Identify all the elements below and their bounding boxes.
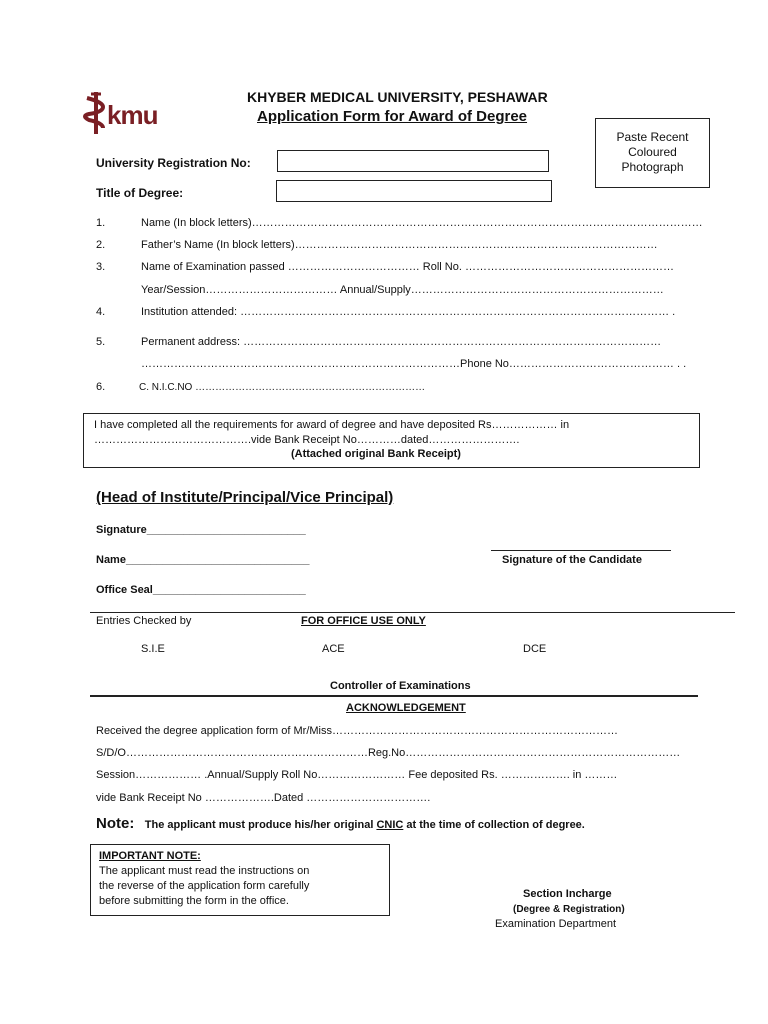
deposit-box <box>83 413 700 468</box>
candidate-signature-rule <box>491 550 671 551</box>
item-num-5: 5. <box>96 336 106 348</box>
deposit-line-3: (Attached original Bank Receipt) <box>291 448 461 460</box>
candidate-signature-label: Signature of the Candidate <box>502 554 642 566</box>
degree-label: Title of Degree: <box>96 186 184 200</box>
name-line: Name______________________________ <box>96 554 310 566</box>
item-text-session: Year/Session……………………………… Annual/Supply…………………………………………………………… <box>141 284 664 296</box>
item-text-exam: Name of Examination passed ……………………………… Roll No. ………………………………………………… <box>141 261 674 273</box>
kmu-logo <box>83 90 175 136</box>
section-incharge-subtitle: (Degree & Registration) <box>513 904 625 915</box>
photo-line-3: Photograph <box>621 160 684 174</box>
ack-line-4: vide Bank Receipt No ……………….Dated ……………………………. <box>96 792 431 804</box>
item-text-phone: ……………………………………………………………………………Phone No……………………………………… . . <box>141 358 687 370</box>
ack-line-3: Session……………… .Annual/Supply Roll No…………………… Fee deposited Rs. ………………. in ……… <box>96 769 618 781</box>
signature-line: Signature__________________________ <box>96 524 306 536</box>
ack-line-2: S/D/O…………………………………………………………Reg.No………………………………………………………………… <box>96 747 681 759</box>
important-note-title: IMPORTANT NOTE: <box>99 850 201 862</box>
caduceus-icon <box>83 90 109 136</box>
office-divider <box>90 612 735 613</box>
head-section-title: (Head of Institute/Principal/Vice Principal) <box>96 489 394 506</box>
item-num-1: 1. <box>96 217 106 229</box>
form-title: Application Form for Award of Degree <box>257 108 528 125</box>
note-text-before: The applicant must produce his/her original <box>144 819 377 831</box>
office-use-title: FOR OFFICE USE ONLY <box>301 615 426 627</box>
ace-label: ACE <box>322 643 345 655</box>
dce-label: DCE <box>523 643 547 655</box>
controller-label: Controller of Examinations <box>330 680 471 692</box>
examination-department: Examination Department <box>495 918 617 930</box>
ack-line-1: Received the degree application form of Mr/Miss…………………………………………………………………… <box>96 725 618 737</box>
reg-input[interactable] <box>277 150 549 172</box>
photo-line-1: Paste Recent <box>616 130 689 144</box>
section-incharge-title: Section Incharge <box>523 888 612 900</box>
deposit-line-2: …………………………………….vide Bank Receipt No…………dated……………………. <box>94 434 520 446</box>
photo-box <box>595 118 710 188</box>
reg-label: University Registration No: <box>96 156 251 170</box>
entries-checked-label: Entries Checked by <box>96 615 192 627</box>
item-num-2: 2. <box>96 239 106 251</box>
important-note-line-1: The applicant must read the instructions on <box>99 865 310 877</box>
item-num-3: 3. <box>96 261 106 273</box>
item-text-father: Father’s Name (In block letters)……………………………………………………………………………………… <box>141 239 658 251</box>
photo-line-2: Coloured <box>628 145 677 159</box>
acknowledgement-divider <box>90 695 698 697</box>
acknowledgement-title: ACKNOWLEDGEMENT <box>346 702 466 714</box>
note-line <box>96 815 585 833</box>
important-note-box <box>90 844 390 916</box>
office-seal-line: Office Seal_________________________ <box>96 584 306 596</box>
note-cnic: CNIC <box>376 819 404 831</box>
note-label: Note: <box>96 815 135 832</box>
note-text-after: at the time of collection of degree. <box>403 819 585 831</box>
item-num-4: 4. <box>96 306 106 318</box>
degree-input[interactable] <box>276 180 552 202</box>
logo-text: kmu <box>107 100 158 130</box>
university-name: KHYBER MEDICAL UNIVERSITY, PESHAWAR <box>247 89 548 105</box>
item-num-6: 6. <box>96 381 106 393</box>
item-text-name: Name (In block letters)…………………………………………………………………………………………………………… <box>141 217 703 229</box>
item-text-cnic: C. N.I.C.NO …………………………………………………………… <box>139 382 426 393</box>
important-note-line-2: the reverse of the application form carefully <box>99 880 310 892</box>
sie-label: S.I.E <box>141 643 165 655</box>
item-text-institution: Institution attended: ……………………………………………………………………………………………………… . <box>141 306 676 318</box>
important-note-line-3: before submitting the form in the office. <box>99 895 289 907</box>
item-text-address: Permanent address: …………………………………………………………………………………………………… <box>141 336 662 348</box>
deposit-line-1: I have completed all the requirements for award of degree and have deposited Rs……………… in <box>94 419 570 431</box>
